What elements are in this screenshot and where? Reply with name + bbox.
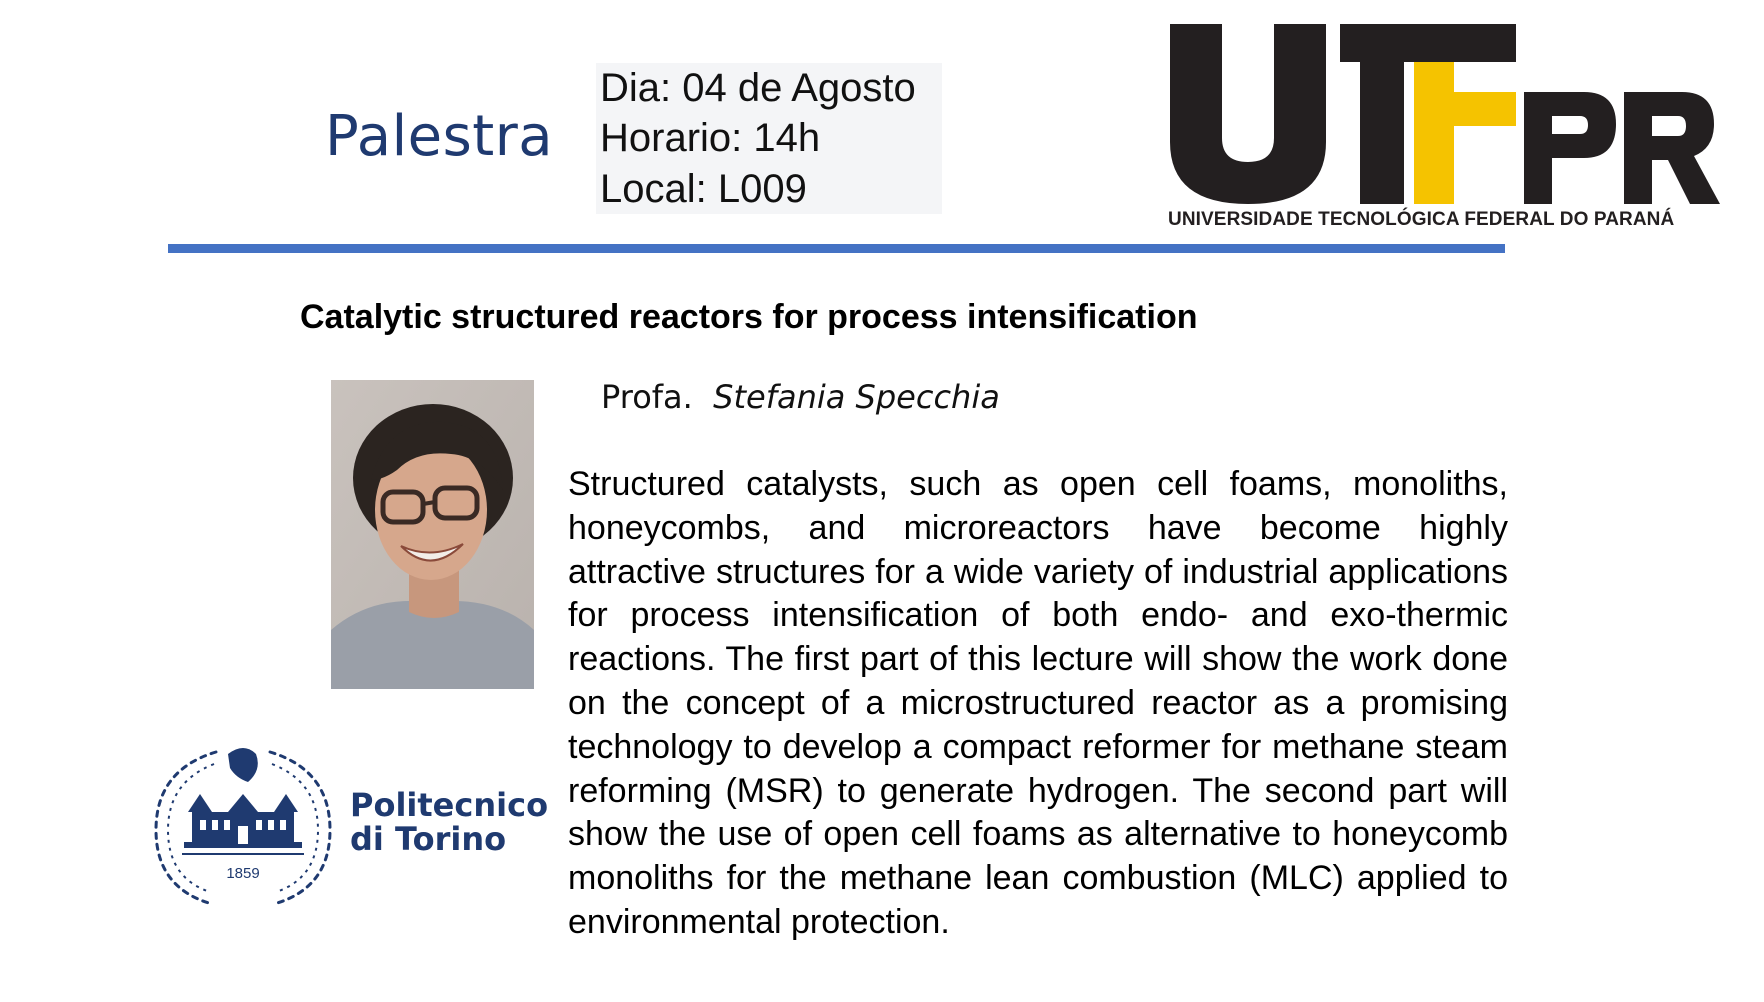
politecnico-name: [350, 788, 548, 856]
utfpr-letter-u: [1170, 24, 1326, 204]
speaker-line: [601, 378, 1000, 416]
utfpr-letter-t-stem: [1360, 62, 1404, 204]
event-location: Local: L009: [600, 167, 807, 211]
palestra-heading: Palestra: [325, 104, 554, 169]
politecnico-name-line1: Politecnico: [350, 786, 549, 824]
header-divider: [168, 244, 1505, 253]
speaker-photo: [331, 380, 534, 689]
utfpr-letter-p: [1524, 92, 1616, 204]
utfpr-letter-t-top: [1340, 24, 1516, 62]
utfpr-letter-f-stem: [1414, 62, 1454, 204]
utfpr-tagline: UNIVERSIDADE TECNOLÓGICA FEDERAL DO PARANÁ: [1168, 209, 1675, 230]
lecture-title: Catalytic structured reactors for process intensification: [300, 298, 1198, 336]
utfpr-logo: [1168, 20, 1724, 235]
lecture-abstract: Structured catalysts, such as open cell foams, monoliths, honeycombs, and microreactors have become highly attractive structures for a wide variety of industrial applications for process intensification of both endo- and exo-thermic reactions. The first part of this lecture will show the work done on the concept of a microstructured reactor as a promising technology to develop a compact reformer for methane steam reforming (MSR) to generate hydrogen. The second part will show the use of open cell foams as alternative to honeycomb monoliths for the methane lean combustion (MLC) applied to environmental protection.: [568, 465, 1508, 941]
speaker-prefix: Profa.: [601, 378, 693, 416]
speaker-name: Stefania Specchia: [713, 378, 1000, 416]
politecnico-seal: [152, 742, 334, 910]
event-time: Horario: 14h: [600, 116, 821, 160]
utfpr-letter-r: [1624, 92, 1720, 204]
utfpr-letter-f-bar: [1454, 92, 1516, 126]
politecnico-name-line2: di Torino: [350, 820, 507, 858]
event-date: Dia: 04 de Agosto: [600, 66, 916, 110]
politecnico-year: 1859: [226, 865, 260, 882]
